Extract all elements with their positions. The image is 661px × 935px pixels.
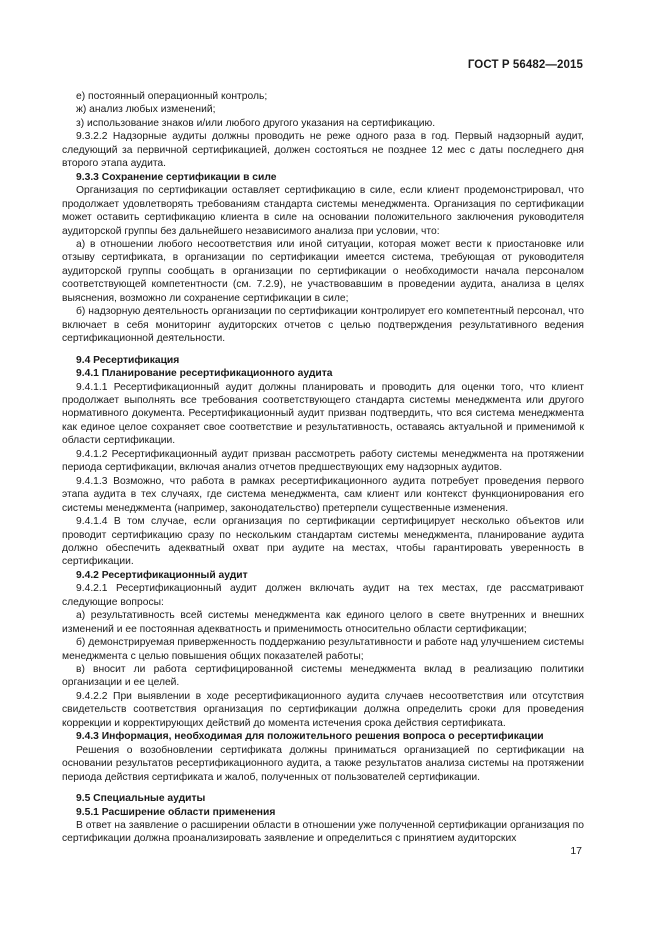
paragraph: 9.4.1.4 В том случае, если организация по сертификации сертифицирует несколько объектов или проводит сертификацию сразу по нескольким стандартам системы менеджмента, планирование аудита должно обеспечить адекватный охват при аудите на местах, чтобы гарантировать уверенность в сертификации. bbox=[62, 516, 584, 568]
list-item: в) вносит ли работа сертифицированной системы менеджмента вклад в реализацию политики организации и ее целей. bbox=[62, 664, 584, 689]
section-heading: 9.4.2 Ресертификационный аудит bbox=[76, 569, 248, 581]
list-item: ж) анализ любых изменений; bbox=[76, 104, 216, 116]
paragraph: 9.4.1.2 Ресертификационный аудит призван рассмотреть работу системы менеджмента на протяжении периода сертификации, включая анализ отчетов предшествующих ему надзорных аудитов. bbox=[62, 448, 584, 474]
section-heading: 9.4.1 Планирование ресертификационного аудита bbox=[76, 368, 333, 380]
paragraph: 9.4.2.2 При выявлении в ходе ресертификационного аудита случаев несоответствия или отсутствия свидетельств соответствия организация по сертификации должна определить сроки для проведения коррекции и корректирующих действий до момента истечения срока действия сертификата. bbox=[62, 690, 584, 729]
section-heading: 9.4.3 Информация, необходимая для положительного решения вопроса о ресертификации bbox=[76, 731, 544, 743]
section-heading: 9.3.3 Сохранение сертификации в силе bbox=[76, 171, 277, 183]
list-item: б) надзорную деятельность организации по сертификации контролирует его компетентный персонал, что включает в себя мониторинг аудиторских отчетов с целью подтверждения результативного ведения сертификационной деятельности. bbox=[62, 306, 584, 345]
list-item: б) демонстрируемая приверженность поддержанию результативности и работе над улучшением системы менеджмента с целью повышения общих показателей работы; bbox=[62, 637, 584, 662]
standard-header: ГОСТ Р 56482—2015 bbox=[467, 59, 583, 71]
paragraph: 9.3.2.2 Надзорные аудиты должны проводить не реже одного раза в год. Первый надзорный аудит, следующий за первичной сертификацией, должен состояться не позднее 12 мес с даты последнего дня второго этапа аудита. bbox=[62, 131, 584, 170]
paragraph: Организация по сертификации оставляет сертификацию в силе, если клиент продемонстрировал, что продолжает удовлетворять требованиям стандарта системы менеджмента. Организация по сертификации может оставить сертификацию клиента в силе на основании положительного заключения руководителя аудиторской группы без дальнейшего независимого анализа при условии, что: bbox=[62, 185, 584, 237]
list-item: з) использование знаков и/или любого другого указания на сертификацию. bbox=[76, 117, 436, 129]
paragraph: В ответ на заявление о расширении области в отношении уже полученной сертификации организация по сертификации должна проанализировать заявление и определиться с принятием аудиторских bbox=[62, 820, 584, 845]
page-number: 17 bbox=[570, 845, 582, 857]
paragraph: 9.4.1.1 Ресертификационный аудит должны планировать и проводить для оценки того, что клиент продолжает выполнять все требования соответствующего стандарта системы менеджмента или другого нормативного документа. Ресертификационный аудит призван подтвердить, что вся система менеджмента как единое целое сохраняет свое соответствие и результативность, оставаясь актуальной и применимой к области сертификации. bbox=[62, 381, 584, 447]
section-heading: 9.5 Специальные аудиты bbox=[76, 793, 206, 805]
section-heading: 9.4 Ресертификация bbox=[76, 354, 180, 366]
list-item: а) в отношении любого несоответствия или иной ситуации, которая может вести к приостановке или отзыву сертификата, в организации по сертификации имеется система, требующая от руководителя аудиторской группы сообщать в организации по сертификации о необходимости начала персоналом соответствующей компетентности (см. 7.2.9), не участвовавшим в проведении аудита, анализа в целях выяснения, возможно ли сохранение сертификации в силе; bbox=[62, 238, 584, 304]
document-body bbox=[62, 90, 584, 846]
section-heading: 9.5.1 Расширение области применения bbox=[76, 806, 276, 818]
list-item: а) результативность всей системы менеджмента как единого целого в свете внутренних и внешних изменений и ее постоянная адекватность и применимость относительно области сертификации; bbox=[62, 610, 584, 635]
paragraph: 9.4.1.3 Возможно, что работа в рамках ресертификационного аудита потребует проведения первого этапа аудита в тех случаях, где система менеджмента, сам клиент или контекст функционирования его системы менеджмента (например, законодательство) претерпели существенные изменения. bbox=[62, 475, 584, 514]
paragraph: Решения о возобновлении сертификата должны приниматься организацией по сертификации на основании результатов ресертификационного аудита, а также результатов анализа системы на протяжении периода действия сертификата и жалоб, полученных от пользователей сертификации. bbox=[62, 744, 584, 783]
paragraph: 9.4.2.1 Ресертификационный аудит должен включать аудит на тех местах, где рассматривают следующие вопросы: bbox=[62, 583, 584, 608]
list-item: е) постоянный операционный контроль; bbox=[76, 91, 268, 102]
